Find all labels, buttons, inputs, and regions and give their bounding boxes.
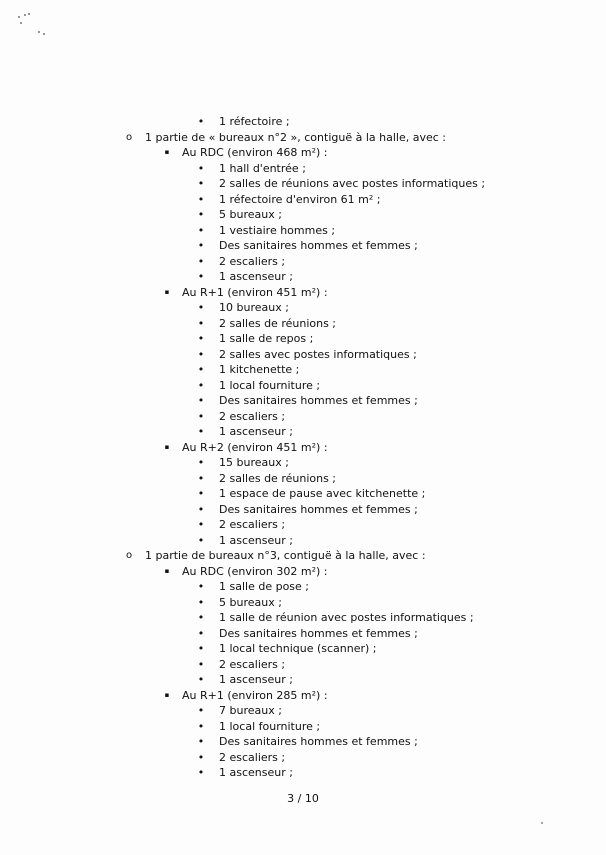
item-text: 1 hall d'entrée ;	[219, 161, 306, 175]
item-text: 2 salles de réunions avec postes informatiques ;	[219, 177, 486, 190]
item-text: Au RDC (environ 468 m²) :	[182, 146, 328, 159]
bullet-icon: •	[197, 533, 205, 547]
item-text: 1 local technique (scanner) ;	[219, 642, 377, 655]
bullet-icon: •	[197, 192, 205, 206]
bullet-icon: •	[197, 316, 205, 330]
bullet-icon: •	[197, 611, 205, 624]
circle-bullet-icon: o	[125, 550, 133, 561]
item-text: 2 escaliers ;	[219, 657, 286, 671]
bullet-icon: •	[197, 239, 205, 252]
bullet-icon: •	[197, 161, 205, 175]
item-text: 1 espace de pause avec kitchenette ;	[219, 487, 426, 500]
item-text: Des sanitaires hommes et femmes ;	[219, 502, 418, 516]
scan-specks	[18, 12, 58, 42]
item-text: 2 salles de réunions ;	[219, 471, 337, 485]
item-text: 1 salle de repos ;	[219, 332, 314, 345]
item-text: 2 escaliers ;	[219, 409, 286, 423]
circle-bullet-icon: o	[125, 131, 133, 143]
item-text: Au R+2 (environ 451 m²) :	[182, 440, 328, 454]
bullet-icon: •	[197, 208, 205, 221]
bullet-icon: •	[197, 502, 205, 516]
bullet-icon: •	[197, 425, 205, 438]
bullet-icon: •	[197, 301, 205, 314]
item-text: Des sanitaires hommes et femmes ;	[219, 394, 418, 407]
bullet-icon: •	[197, 223, 205, 237]
square-bullet-icon: ▪	[164, 690, 170, 699]
item-text: Des sanitaires hommes et femmes ;	[219, 735, 418, 748]
item-text: Au R+1 (environ 451 m²) :	[182, 285, 328, 299]
item-text: Au R+1 (environ 285 m²) :	[182, 688, 328, 702]
square-bullet-icon: ▪	[164, 566, 170, 575]
item-text: 2 salles de réunions ;	[219, 316, 337, 330]
item-text: 7 bureaux ;	[219, 704, 282, 717]
bullet-icon: •	[197, 580, 205, 593]
item-text: 1 partie de « bureaux n°2 », contiguë à la halle, avec :	[145, 130, 446, 144]
item-text: 1 réfectoire ;	[219, 115, 290, 128]
bullet-icon: •	[197, 471, 205, 485]
item-text: 1 kitchenette ;	[219, 363, 300, 376]
item-text: 1 ascenseur ;	[219, 533, 293, 547]
item-text: Au RDC (environ 302 m²) :	[182, 564, 328, 578]
item-text: 5 bureaux ;	[219, 595, 282, 609]
bullet-icon: •	[197, 657, 205, 671]
bullet-icon: •	[197, 750, 205, 764]
bullet-icon: •	[197, 115, 205, 128]
item-text: 1 réfectoire d'environ 61 m² ;	[219, 192, 381, 206]
item-text: Des sanitaires hommes et femmes ;	[219, 239, 418, 252]
bullet-icon: •	[197, 626, 205, 640]
item-text: 1 ascenseur ;	[219, 673, 293, 686]
bullet-icon: •	[197, 719, 205, 733]
item-text: Des sanitaires hommes et femmes ;	[219, 626, 418, 640]
bullet-icon: •	[197, 254, 205, 268]
item-text: 1 ascenseur ;	[219, 425, 293, 438]
item-text: 1 local fourniture ;	[219, 719, 321, 733]
item-text: 2 escaliers ;	[219, 254, 286, 268]
item-text: 1 ascenseur ;	[219, 270, 293, 283]
item-text: 10 bureaux ;	[219, 301, 289, 314]
bullet-icon: •	[197, 394, 205, 407]
item-text: 15 bureaux ;	[219, 456, 289, 469]
bullet-icon: •	[197, 363, 205, 376]
bullet-icon: •	[197, 642, 205, 655]
bullet-icon: •	[197, 735, 205, 748]
bullet-icon: •	[197, 177, 205, 190]
item-text: 1 salle de réunion avec postes informatiques ;	[219, 611, 474, 624]
item-text: 1 salle de pose ;	[219, 580, 310, 593]
bullet-icon: •	[197, 409, 205, 423]
bullet-icon: •	[197, 270, 205, 283]
bullet-icon: •	[197, 378, 205, 392]
item-text: 1 partie de bureaux n°3, contiguë à la halle, avec :	[145, 549, 426, 562]
item-text: 2 salles avec postes informatiques ;	[219, 347, 417, 361]
item-text: 5 bureaux ;	[219, 208, 282, 221]
bullet-icon: •	[197, 456, 205, 469]
bullet-icon: •	[197, 766, 205, 779]
square-bullet-icon: ▪	[164, 287, 170, 296]
bullet-icon: •	[197, 595, 205, 609]
item-text: 1 local fourniture ;	[219, 378, 321, 392]
square-bullet-icon: ▪	[164, 442, 170, 451]
item-text: 1 ascenseur ;	[219, 766, 293, 779]
bullet-icon: •	[197, 673, 205, 686]
scan-speck	[541, 822, 543, 824]
bullet-icon: •	[197, 487, 205, 500]
bullet-icon: •	[197, 704, 205, 717]
item-text: 1 vestiaire hommes ;	[219, 223, 336, 237]
bullet-icon: •	[197, 332, 205, 345]
bullet-icon: •	[197, 518, 205, 531]
page-number: 3 / 10	[287, 792, 319, 805]
item-text: 2 escaliers ;	[219, 750, 286, 764]
bullet-icon: •	[197, 347, 205, 361]
item-text: 2 escaliers ;	[219, 518, 286, 531]
square-bullet-icon: ▪	[164, 148, 170, 156]
